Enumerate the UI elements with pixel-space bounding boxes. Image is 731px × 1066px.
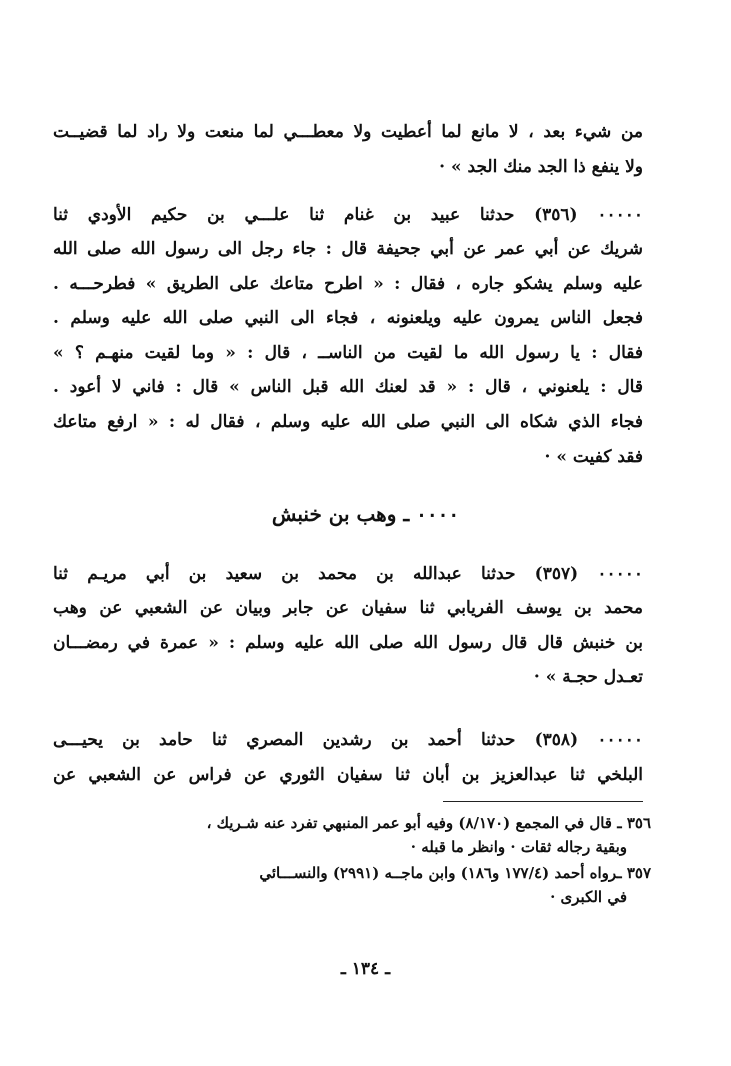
hadith-356-line-2: شريك عن أبي عمر عن أبي جحيفة قال : جاء رجل الى رسول الله صلى الله: [53, 239, 643, 259]
footnote-357-line-1: ٣٥٧ ـرواه أحمد (١٧٧/٤ و١٨٦) وابن ماجــه (٢٩٩١) والنســـائي: [259, 864, 651, 882]
hadith-357-line-1: ٠٠٠٠٠ (٣٥٧) حدثنا عبدالله بن محمد بن سعيد بن أبي مريـم ثنا: [53, 564, 643, 584]
hadith-357-line-4: تعـدل حجـة » ·: [533, 667, 643, 687]
footnote-divider: [443, 801, 643, 802]
hadith-357-line-3: بن خنبش قال قال رسول الله صلى الله عليه وسلم : « عمرة في رمضـــان: [53, 633, 643, 653]
hadith-356-line-5: فقال : يا رسول الله ما لقيت من الناســ ، قال : « وما لقيت منهـم ؟ »: [53, 343, 643, 363]
section-heading: ٠٠٠٠ ـ وهب بن خنبش: [271, 502, 460, 526]
hadith-356-line-6: قال : يلعنوني ، قال : « قد لعنك الله قبل الناس » قال : فاني لا أعود .: [53, 377, 643, 397]
hadith-356-line-4: فجعل الناس يمرون عليه ويلعنونه ، فجاء الى النبي صلى الله عليه وسلم .: [53, 308, 643, 328]
hadith-358-line-1: ٠٠٠٠٠ (٣٥٨) حدثنا أحمد بن رشدين المصري ثنا حامد بن يحيـــى: [53, 730, 643, 750]
hadith-356-line-1: ٠٠٠٠٠ (٣٥٦) حدثنا عبيد بن غنام ثنا علـــي بن حكيم الأودي ثنا: [53, 205, 643, 225]
hadith-358-line-2: البلخي ثنا عبدالعزيز بن أبان ثنا سفيان الثوري عن فراس عن الشعبي عن: [53, 765, 643, 785]
hadith-357-line-2: محمد بن يوسف الفريابي ثنا سفيان عن جابر وبيان عن الشعبي عن وهب: [53, 598, 643, 618]
footnote-356-line-2: وبقية رجاله ثقات · وانظر ما قبله ·: [410, 838, 627, 856]
page-number: ـ ١٣٤ ـ: [340, 959, 391, 979]
text-line-2: ولا ينفع ذا الجد منك الجد » ·: [439, 157, 643, 177]
hadith-356-line-3: عليه وسلم يشكو جاره ، فقال : « اطرح متاعك على الطريق » فطرحـــه .: [53, 274, 643, 294]
text-line-1: من شيء بعد ، لا مانع لما أعطيت ولا معطـــي لما منعت ولا راد لما قضيــت: [53, 122, 643, 142]
hadith-356-line-7: فجاء الذي شكاه الى النبي صلى الله عليه وسلم ، فقال له : « ارفع متاعك: [53, 412, 643, 432]
footnote-356-line-1: ٣٥٦ ـ قال في المجمع (٨/١٧٠) وفيه أبو عمر المنبهي تفرد عنه شـريك ،: [206, 814, 651, 832]
footnote-357-line-2: في الكبرى ·: [550, 888, 627, 906]
hadith-356-line-8: فقد كفيت » ·: [544, 447, 643, 467]
